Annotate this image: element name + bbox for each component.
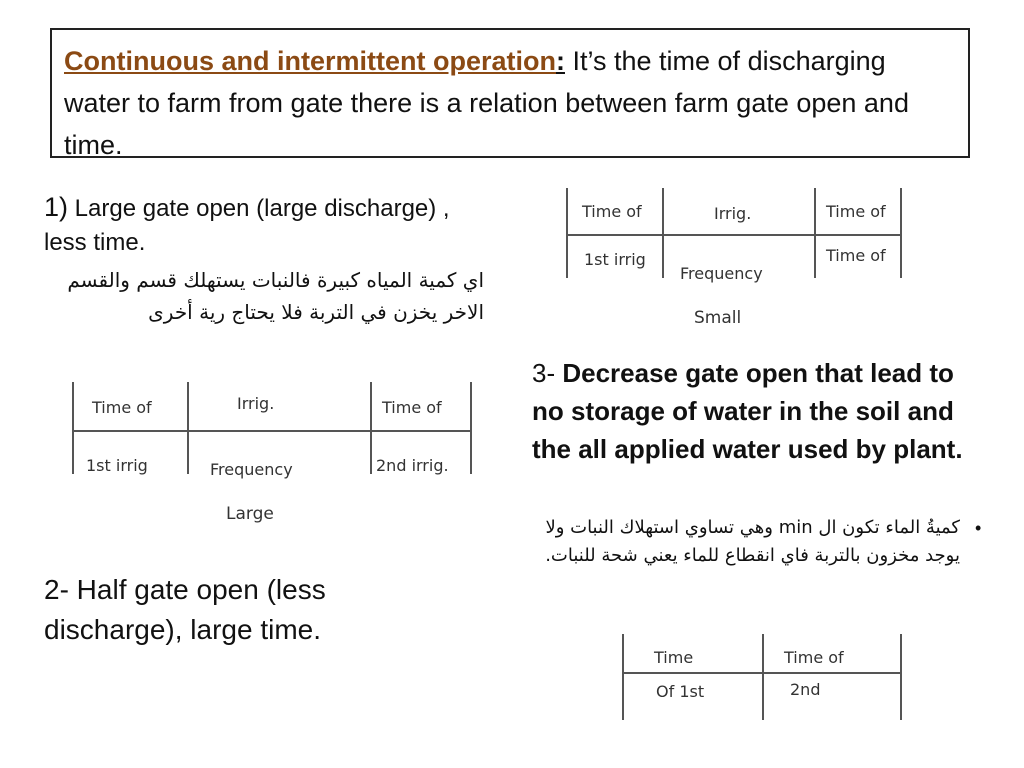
table-bottom-vline-right bbox=[900, 634, 902, 720]
table-small-header-1: Time of bbox=[582, 202, 642, 221]
table-large-header-3: Time of bbox=[382, 398, 442, 417]
point-1-text: Large gate open (large discharge) , less time. bbox=[44, 195, 450, 256]
table-small-cell-2: Frequency bbox=[680, 264, 763, 283]
table-small-caption: Small bbox=[694, 308, 742, 328]
point-1 bbox=[44, 190, 484, 260]
table-large-vline-left bbox=[72, 382, 74, 474]
table-large-header-2: Irrig. bbox=[237, 394, 275, 413]
table-bottom-vline-mid bbox=[762, 634, 764, 720]
table-bottom bbox=[622, 634, 902, 720]
table-small-vline-left bbox=[566, 188, 568, 278]
table-large-cell-1: 1st irrig bbox=[86, 456, 148, 475]
table-bottom-header-1: Time bbox=[654, 648, 694, 667]
table-small-header-2: Irrig. bbox=[714, 204, 752, 223]
table-small-hline bbox=[566, 234, 902, 236]
title-highlight: Continuous and intermittent operation bbox=[64, 46, 556, 76]
table-large-vline-2 bbox=[370, 382, 372, 474]
title-box bbox=[50, 28, 970, 158]
table-large-cell-3: 2nd irrig. bbox=[376, 456, 449, 475]
point-3 bbox=[532, 354, 972, 468]
point-3-text: Decrease gate open that lead to no storage of water in the soil and the all applied water used by plant. bbox=[532, 358, 963, 464]
point-2: 2- Half gate open (less discharge), large time. bbox=[44, 574, 326, 645]
table-small-header-3: Time of bbox=[826, 202, 886, 221]
point-3-arabic: كميةُ الماء تكون ال min وهي تساوي استهلاك النبات ولا يوجد مخزون بالتربة فاي انقطاع للماء يعني شحة للنبات. bbox=[545, 517, 960, 566]
table-bottom-vline-left bbox=[622, 634, 624, 720]
table-large bbox=[72, 382, 472, 522]
point-1-number: 1) bbox=[44, 192, 69, 222]
table-large-header-1: Time of bbox=[92, 398, 152, 417]
table-small-vline-right bbox=[900, 188, 902, 278]
table-small-vline-2 bbox=[814, 188, 816, 278]
title-text: It’s the time of discharging water to farm from gate there is a relation between farm gate open and time. bbox=[64, 46, 909, 160]
table-small-vline-1 bbox=[662, 188, 664, 278]
point-1-arabic: اي كمية المياه كبيرة فالنبات يستهلك قسم والقسم الاخر يخزن في التربة فلا يحتاج رية أخرى bbox=[67, 268, 484, 324]
table-small-cell-1: 1st irrig bbox=[584, 250, 646, 269]
table-bottom-header-2: Time of bbox=[784, 648, 844, 667]
table-small-cell-3: Time of bbox=[826, 246, 886, 265]
point-3-number: 3- bbox=[532, 358, 556, 388]
title-colon: : bbox=[555, 46, 565, 76]
table-large-hline bbox=[72, 430, 472, 432]
point-3-bullet: • bbox=[975, 518, 982, 538]
table-large-vline-right bbox=[470, 382, 472, 474]
table-large-cell-2: Frequency bbox=[210, 460, 293, 479]
table-large-vline-1 bbox=[187, 382, 189, 474]
table-large-caption: Large bbox=[226, 504, 274, 524]
table-bottom-cell-2: 2nd bbox=[790, 680, 821, 699]
table-small bbox=[566, 188, 902, 330]
table-bottom-cell-1: Of 1st bbox=[656, 682, 705, 701]
